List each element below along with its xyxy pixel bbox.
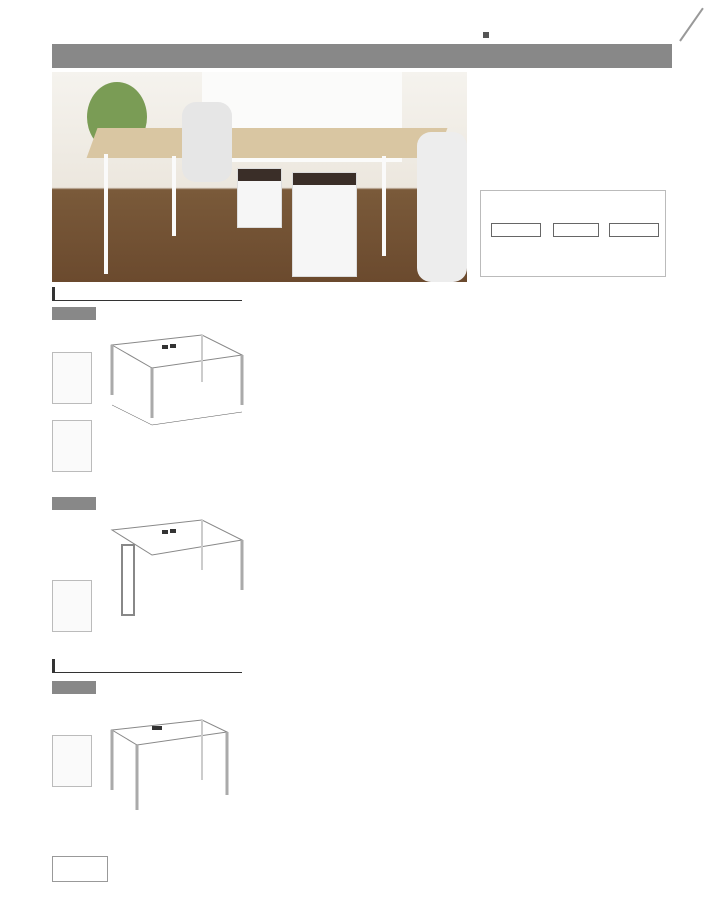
pedestal: [292, 172, 357, 277]
chair: [182, 102, 232, 182]
section-title: [52, 44, 672, 68]
tag-basic: [52, 307, 96, 320]
tag-basic: [52, 681, 96, 694]
chair: [417, 132, 467, 282]
photo-table: [87, 128, 448, 158]
notes-d600: [254, 838, 658, 846]
heading-d1200: [52, 287, 242, 301]
legend-label: [52, 856, 108, 882]
divider: [679, 8, 704, 42]
tag-connected: [52, 497, 96, 510]
delivery-legend: [52, 856, 652, 896]
arrow-icon: [483, 32, 489, 38]
heading-d600: [52, 659, 242, 673]
table-leg: [104, 154, 108, 274]
notes-d1200-basic: [254, 463, 658, 471]
table-leg: [172, 156, 176, 236]
diagram-table: [553, 223, 599, 237]
diagram-table: [491, 223, 541, 237]
adjuster-image: [52, 352, 92, 404]
adjuster-image: [52, 580, 92, 632]
table-leg: [382, 156, 386, 256]
adjuster-image: [52, 735, 92, 787]
connection-method-box: [480, 190, 666, 277]
diagram-table: [609, 223, 659, 237]
caster-image: [52, 420, 92, 472]
pedestal: [237, 168, 282, 228]
product-photo: [52, 72, 467, 282]
color-sample-note: [483, 31, 491, 39]
